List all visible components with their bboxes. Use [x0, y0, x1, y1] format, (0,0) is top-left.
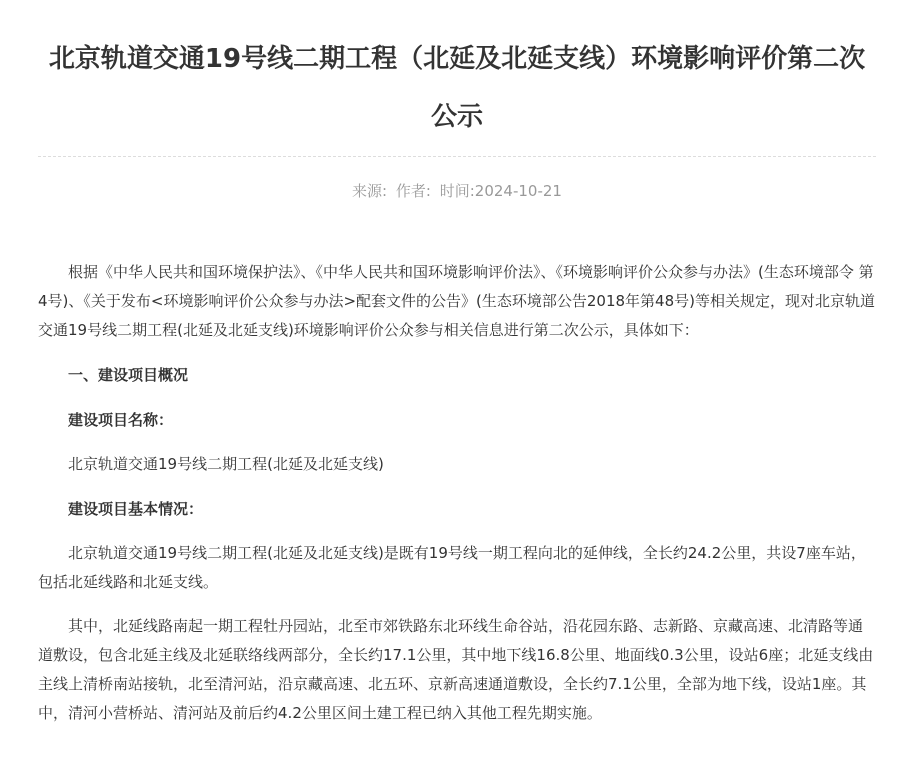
source-label: 来源:	[352, 182, 388, 200]
intro-paragraph: 根据《中华人民共和国环境保护法》、《中华人民共和国环境影响评价法》、《环境影响评价公众参与办法》(生态环境部令 第4号)、《关于发布<环境影响评价公众参与办法>配套文件的公告》(生态环境部公告2018年第48号)等相关规定，现对北京轨道交通19号线二期工程(北延及北延支线)环境影响评价公众参与相关信息进行第二次公示，具体如下：	[38, 263, 876, 339]
basic-info-paragraph-2: 其中，北延线路南起一期工程牡丹园站，北至市郊铁路东北环线生命谷站，沿花园东路、志新路、京藏高速、北清路等通道敷设，包含北延主线及北延联络线两部分，全长约17.1公里，其中地下线16.8公里、地面线0.3公里，设站6座；北延支线由主线上清桥南站接轨，北至清河站，沿京藏高速、北五环、京新高速通道敷设，全长约7.1公里，全部为地下线，设站1座。其中，清河小营桥站、清河站及前后约4.2公里区间土建工程已纳入其他工程先期实施。	[38, 617, 874, 722]
section-heading-overview: 一、建设项目概况	[68, 366, 189, 384]
basic-info-heading: 建设项目基本情况：	[68, 500, 204, 518]
project-name-value: 北京轨道交通19号线二期工程(北延及北延支线)	[68, 455, 384, 473]
title-divider	[38, 156, 876, 157]
page-title: 北京轨道交通19号线二期工程（北延及北延支线）环境影响评价第二次公示	[48, 44, 866, 132]
time-label-text: 时间:	[439, 182, 475, 200]
publish-date: 2024-10-21	[474, 182, 562, 200]
article-body	[38, 258, 876, 728]
time-label	[440, 182, 562, 200]
article-meta	[0, 180, 914, 201]
project-name-heading: 建设项目名称：	[68, 411, 174, 429]
basic-info-paragraph-1: 北京轨道交通19号线二期工程(北延及北延支线)是既有19号线一期工程向北的延伸线，全长约24.2公里，共设7座车站，包括北延线路和北延支线。	[38, 544, 866, 591]
author-label: 作者:	[395, 182, 431, 200]
